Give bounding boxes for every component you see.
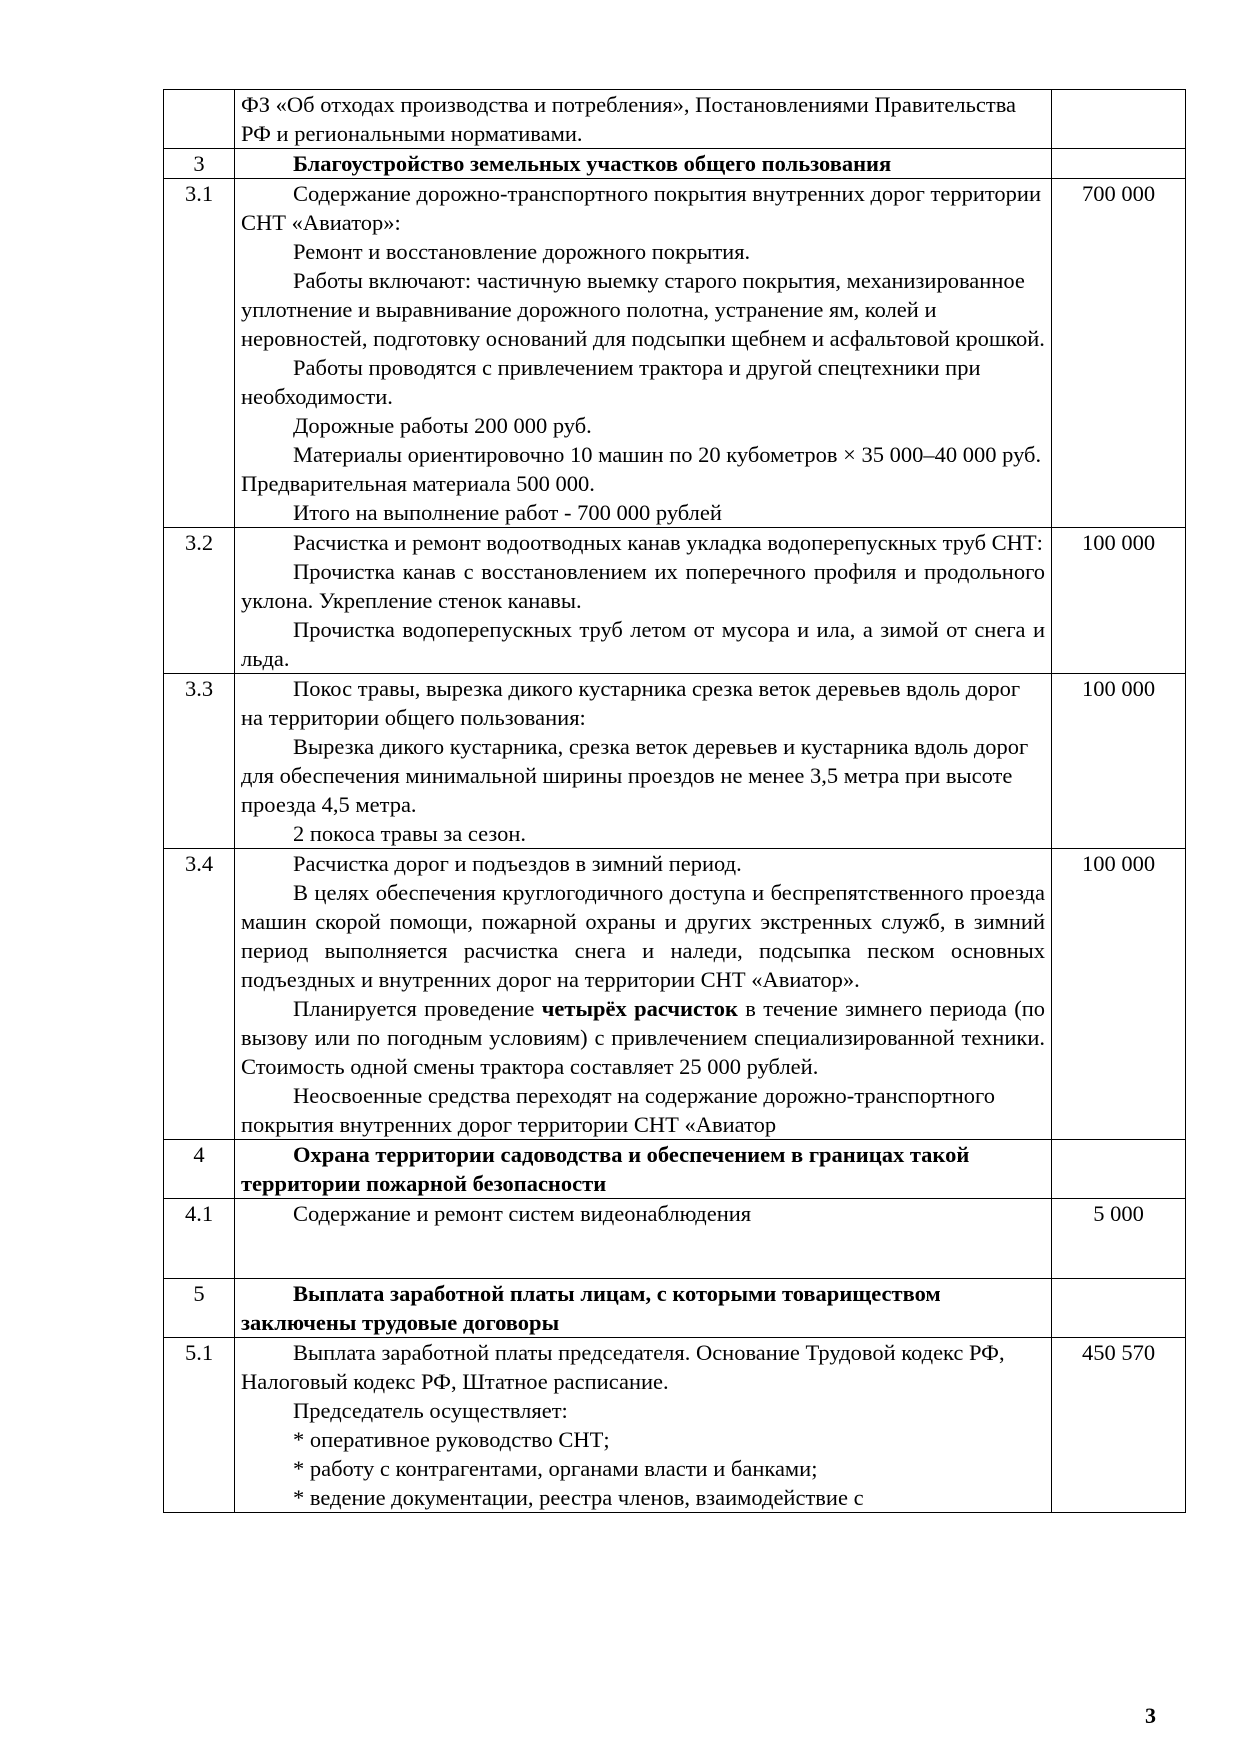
row-number bbox=[164, 90, 235, 149]
paragraph: Покос травы, вырезка дикого кустарника срезка веток деревьев вдоль дорог на территории общего пользования: bbox=[241, 676, 1021, 730]
table-row bbox=[164, 179, 1186, 528]
row-amount bbox=[1052, 1279, 1186, 1338]
section-title: Охрана территории садоводства и обеспечением в границах такой территории пожарной безопасности bbox=[241, 1142, 970, 1196]
paragraph: Материалы ориентировочно 10 машин по 20 кубометров × 35 000–40 000 руб. Предварительная материала 500 000. bbox=[241, 442, 1042, 496]
section-header-row bbox=[164, 1140, 1186, 1199]
row-description bbox=[235, 849, 1052, 1140]
row-amount: 5 000 bbox=[1052, 1199, 1186, 1279]
row-amount: 450 570 bbox=[1052, 1338, 1186, 1513]
paragraph: Вырезка дикого кустарника, срезка веток деревьев и кустарника вдоль дорог для обеспечения минимальной ширины проездов не менее 3,5 метра при высоте проезда 4,5 метра. bbox=[241, 734, 1029, 817]
section-title: Благоустройство земельных участков общего пользования bbox=[293, 151, 892, 176]
paragraph: Итого на выполнение работ - 700 000 рублей bbox=[293, 500, 722, 525]
page-number: 3 bbox=[1145, 1703, 1156, 1728]
table-row bbox=[164, 528, 1186, 674]
paragraph: * оперативное руководство СНТ; bbox=[293, 1427, 610, 1452]
row-description bbox=[235, 1279, 1052, 1338]
row-description bbox=[235, 149, 1052, 179]
row-number: 3 bbox=[164, 149, 235, 179]
section-header-row bbox=[164, 149, 1186, 179]
section-title: Выплата заработной платы лицам, с которыми товариществом заключены трудовые договоры bbox=[241, 1281, 941, 1335]
row-number: 3.1 bbox=[164, 179, 235, 528]
emphasized-text: четырёх расчисток bbox=[541, 996, 738, 1021]
row-description bbox=[235, 179, 1052, 528]
paragraph: Неосвоенные средства переходят на содержание дорожно-транспортного покрытия внутренних дорог территории СНТ «Авиатор bbox=[241, 1083, 995, 1137]
row-amount: 100 000 bbox=[1052, 849, 1186, 1140]
paragraph: Выплата заработной платы председателя. Основание Трудовой кодекс РФ, Налоговый кодекс РФ, Штатное расписание. bbox=[241, 1340, 1005, 1394]
row-number: 3.4 bbox=[164, 849, 235, 1140]
row-description bbox=[235, 1140, 1052, 1199]
paragraph: Содержание и ремонт систем видеонаблюдения bbox=[293, 1201, 752, 1226]
row-description bbox=[235, 1199, 1052, 1279]
row-amount bbox=[1052, 149, 1186, 179]
row-number: 4 bbox=[164, 1140, 235, 1199]
row-number: 5.1 bbox=[164, 1338, 235, 1513]
table-row bbox=[164, 1338, 1186, 1513]
table-row bbox=[164, 849, 1186, 1140]
row-number: 3.3 bbox=[164, 674, 235, 849]
row-amount: 700 000 bbox=[1052, 179, 1186, 528]
row-description bbox=[235, 1338, 1052, 1513]
estimate-table bbox=[163, 89, 1186, 1513]
row-number: 5 bbox=[164, 1279, 235, 1338]
row-amount: 100 000 bbox=[1052, 528, 1186, 674]
paragraph-text: Планируется проведение bbox=[293, 996, 542, 1021]
row-description bbox=[235, 90, 1052, 149]
paragraph: 2 покоса травы за сезон. bbox=[293, 821, 527, 846]
row-number: 3.2 bbox=[164, 528, 235, 674]
row-description bbox=[235, 528, 1052, 674]
paragraph: Работы проводятся с привлечением трактора и другой спецтехники при необходимости. bbox=[241, 355, 981, 409]
table-row bbox=[164, 674, 1186, 849]
paragraph: Ремонт и восстановление дорожного покрытия. bbox=[293, 239, 751, 264]
paragraph: Расчистка и ремонт водоотводных канав укладка водоперепускных труб СНТ: bbox=[293, 530, 1043, 555]
row-description bbox=[235, 674, 1052, 849]
paragraph-text: в течение зимнего периода (по вызову или по погодным условиям) с привлечением специализированной техники. Стоимость одной смены трактора составляет 25 000 рублей. bbox=[241, 996, 1045, 1079]
paragraph bbox=[241, 994, 1045, 1081]
paragraph: Дорожные работы 200 000 руб. bbox=[293, 413, 592, 438]
section-header-row bbox=[164, 1279, 1186, 1338]
paragraph: Прочистка канав с восстановлением их поперечного профиля и продольного уклона. Укрепление стенок канавы. bbox=[241, 559, 1045, 613]
row-amount bbox=[1052, 1140, 1186, 1199]
paragraph: * ведение документации, реестра членов, взаимодействие с bbox=[293, 1485, 864, 1510]
paragraph: Содержание дорожно-транспортного покрытия внутренних дорог территории СНТ «Авиатор»: bbox=[241, 181, 1041, 235]
paragraph: Председатель осуществляет: bbox=[293, 1398, 568, 1423]
paragraph: В целях обеспечения круглогодичного доступа и беспрепятственного проезда машин скорой помощи, пожарной охраны и других экстренных служб, в зимний период выполняется расчистка снега и наледи, подсыпка песком основных подъездных и внутренних дорог на территории СНТ «Авиатор». bbox=[241, 880, 1045, 992]
description-line: ФЗ «Об отходах производства и потребления», Постановлениями Правительства РФ и региональными нормативами. bbox=[241, 92, 1017, 146]
paragraph: Прочистка водоперепускных труб летом от мусора и ила, а зимой от снега и льда. bbox=[241, 617, 1045, 671]
row-amount bbox=[1052, 90, 1186, 149]
paragraph: Расчистка дорог и подъездов в зимний период. bbox=[293, 851, 742, 876]
paragraph: Работы включают: частичную выемку старого покрытия, механизированное уплотнение и выравнивание дорожного полотна, устранение ям, колей и неровностей, подготовку оснований для подсыпки щебнем и асфальтовой крошкой. bbox=[241, 268, 1045, 351]
paragraph: * работу с контрагентами, органами власти и банками; bbox=[293, 1456, 818, 1481]
table-row bbox=[164, 90, 1186, 149]
table-row bbox=[164, 1199, 1186, 1279]
row-number: 4.1 bbox=[164, 1199, 235, 1279]
row-amount: 100 000 bbox=[1052, 674, 1186, 849]
